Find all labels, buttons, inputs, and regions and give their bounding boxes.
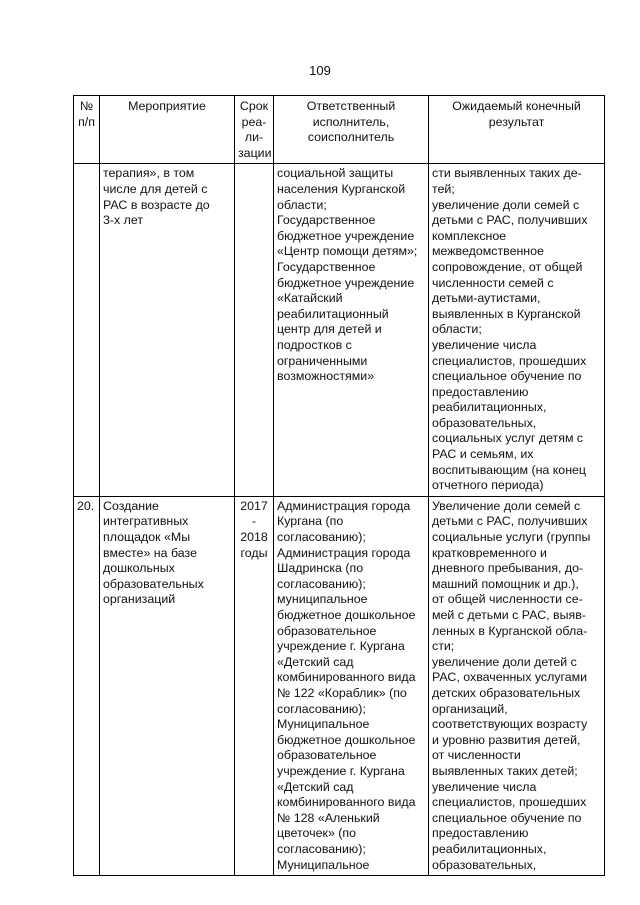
- cell-event: [100, 164, 235, 496]
- header-cell-event: [100, 96, 235, 164]
- text-line: РАС в возрасте до: [103, 197, 210, 212]
- text-line: выявленных таких детей;: [432, 763, 578, 778]
- cell-text: [432, 166, 601, 493]
- text-line: сопровождение, от общей: [432, 259, 583, 274]
- text-line: комплексное: [432, 228, 507, 243]
- text-line: согласованию);: [277, 701, 366, 716]
- text-line: отчетного периода): [432, 478, 544, 493]
- text-line: Срок: [239, 99, 269, 113]
- text-line: согласованию);: [277, 530, 366, 545]
- text-line: ограниченными: [277, 353, 368, 368]
- text-line: кратковременного и: [432, 545, 547, 560]
- text-line: возможностями»: [277, 369, 375, 384]
- text-line: социальные услуги (группы: [432, 530, 591, 545]
- text-line: Шадринска (по: [277, 561, 364, 576]
- text-line: численности семей с: [432, 275, 554, 290]
- cell-result: [429, 496, 605, 875]
- text-line: бюджетное дошкольное: [277, 732, 416, 747]
- text-line: бюджетное дошкольное: [277, 608, 416, 622]
- cell-num: [74, 496, 100, 875]
- text-line: соисполнитель: [307, 130, 395, 145]
- text-line: Государственное: [277, 259, 376, 274]
- text-line: бюджетное учреждение: [277, 275, 415, 290]
- text-line: комбинированного вида: [277, 670, 416, 685]
- text-line: «Катайский: [277, 291, 343, 306]
- text-line: «Детский сад: [277, 654, 354, 669]
- text-line: п/п: [78, 114, 95, 129]
- text-line: реа-: [241, 114, 267, 129]
- cell-responsible: [274, 164, 429, 496]
- measures-table: [73, 95, 605, 876]
- text-line: Государственное: [277, 213, 376, 228]
- cell-text: [77, 499, 96, 515]
- text-line: учреждение г. Кургана: [277, 763, 405, 778]
- text-line: увеличение числа: [432, 337, 537, 352]
- text-line: дневного пребывания, до-: [432, 561, 584, 576]
- cell-term: [235, 496, 274, 875]
- text-line: -: [251, 514, 257, 529]
- text-line: ли-: [244, 130, 264, 145]
- text-line: Муниципальное: [277, 857, 370, 872]
- text-line: РАС, охваченных услугами: [432, 670, 588, 685]
- cell-text: [432, 99, 601, 130]
- cell-text: [238, 499, 270, 561]
- text-line: мей с детьми с РАС, выяв-: [432, 608, 586, 622]
- text-line: «Центр помощи детям»;: [277, 244, 418, 259]
- text-line: детских образовательных: [432, 685, 581, 700]
- cell-responsible: [274, 496, 429, 875]
- text-line: организаций: [103, 592, 176, 607]
- text-line: ленных в Курганской обла-: [432, 623, 588, 638]
- text-line: годы: [240, 545, 268, 560]
- text-line: и уровню развития детей,: [432, 732, 581, 747]
- text-line: сти;: [432, 639, 455, 654]
- text-line: специальное обучение по: [432, 369, 582, 384]
- text-line: дошкольных: [103, 561, 175, 576]
- text-line: от общей численности се-: [432, 592, 583, 607]
- text-line: воспитывающим (на конец: [432, 462, 587, 477]
- text-line: увеличение доли семей с: [432, 197, 580, 212]
- text-line: вместе» на базе: [103, 545, 197, 560]
- cell-text: [103, 166, 231, 228]
- text-line: согласованию);: [277, 841, 366, 856]
- cell-text: [103, 499, 231, 608]
- cell-text: [238, 99, 270, 161]
- cell-text: [277, 166, 425, 384]
- text-line: увеличение числа: [432, 779, 537, 794]
- text-line: цветочек» (по: [277, 826, 357, 841]
- text-line: образовательных,: [432, 415, 537, 430]
- text-line: результат: [488, 114, 545, 129]
- text-line: социальных услуг детям с: [432, 431, 584, 446]
- text-line: Мероприятие: [128, 99, 206, 113]
- text-line: учреждение г. Кургана: [277, 639, 405, 654]
- text-line: организаций,: [432, 701, 508, 716]
- text-line: специалистов, прошедших: [432, 353, 587, 368]
- text-line: области;: [277, 197, 327, 212]
- text-line: социальной защиты: [277, 166, 394, 181]
- text-line: образовательных: [103, 576, 204, 591]
- header-cell-responsible: [274, 96, 429, 164]
- text-line: Администрация города: [277, 545, 411, 560]
- text-line: образовательных,: [432, 857, 537, 872]
- cell-text: [432, 499, 601, 873]
- text-line: Увеличение доли семей с: [432, 498, 581, 513]
- text-line: специалистов, прошедших: [432, 795, 587, 810]
- cell-text: [277, 499, 425, 873]
- text-line: предоставлению: [432, 384, 529, 399]
- cell-result: [429, 164, 605, 496]
- text-line: образовательное: [277, 623, 377, 638]
- text-line: выявленных в Курганской: [432, 306, 581, 321]
- text-line: зации: [238, 145, 272, 160]
- text-line: соответствующих возрасту: [432, 717, 588, 732]
- text-line: исполнитель,: [312, 114, 390, 129]
- text-line: Администрация города: [277, 498, 411, 513]
- cell-num: [74, 164, 100, 496]
- text-line: 2018: [240, 530, 268, 545]
- text-line: от численности: [432, 748, 521, 763]
- text-line: образовательное: [277, 748, 377, 763]
- text-line: реабилитационный: [277, 306, 389, 321]
- text-line: 20.: [77, 498, 95, 513]
- header-cell-term: [235, 96, 274, 164]
- text-line: центр для детей и: [277, 322, 382, 337]
- header-cell-num: [74, 96, 100, 164]
- text-line: №: [79, 99, 94, 113]
- text-line: Ожидаемый конечный: [452, 99, 581, 113]
- text-line: Создание: [103, 498, 159, 513]
- text-line: машний помощник и др.),: [432, 576, 579, 591]
- table-row: [74, 164, 605, 496]
- text-line: детьми-аутистами,: [432, 291, 541, 306]
- text-line: площадок «Мы: [103, 530, 191, 545]
- text-line: 2017: [240, 498, 268, 513]
- text-line: межведомственное: [432, 244, 544, 259]
- text-line: интегративных: [103, 514, 189, 529]
- text-line: предоставлению: [432, 826, 529, 841]
- text-line: Кургана (по: [277, 514, 344, 529]
- text-line: согласованию);: [277, 576, 366, 591]
- text-line: реабилитационных,: [432, 841, 547, 856]
- text-line: муниципальное: [277, 592, 368, 607]
- text-line: населения Курганской: [277, 181, 406, 196]
- text-line: № 122 «Кораблик» (по: [277, 685, 407, 700]
- text-line: РАС и семьям, их: [432, 447, 534, 462]
- header-cell-result: [429, 96, 605, 164]
- text-line: «Детский сад: [277, 779, 354, 794]
- text-line: специальное обучение по: [432, 810, 582, 825]
- text-line: сти выявленных таких де-: [432, 166, 582, 181]
- cell-text: [103, 99, 231, 115]
- text-line: реабилитационных,: [432, 400, 547, 415]
- cell-text: [277, 99, 425, 146]
- text-line: Ответственный: [306, 99, 396, 113]
- text-line: тей;: [432, 181, 455, 196]
- text-line: Муниципальное: [277, 717, 370, 732]
- cell-event: [100, 496, 235, 875]
- text-line: терапия», в том: [103, 166, 195, 181]
- text-line: детьми с РАС, получивших: [432, 213, 588, 228]
- text-line: числе для детей с: [103, 181, 208, 196]
- text-line: № 128 «Аленький: [277, 810, 380, 825]
- table-header-row: [74, 96, 605, 164]
- text-line: детьми с РАС, получивших: [432, 514, 588, 529]
- text-line: подростков с: [277, 337, 352, 352]
- table-row: [74, 496, 605, 875]
- text-line: бюджетное учреждение: [277, 228, 415, 243]
- cell-text: [77, 99, 96, 130]
- text-line: увеличение доли детей с: [432, 654, 577, 669]
- text-line: комбинированного вида: [277, 795, 416, 810]
- text-line: области;: [432, 322, 482, 337]
- page-number: 109: [309, 63, 331, 78]
- text-line: 3-х лет: [103, 213, 144, 228]
- cell-term: [235, 164, 274, 496]
